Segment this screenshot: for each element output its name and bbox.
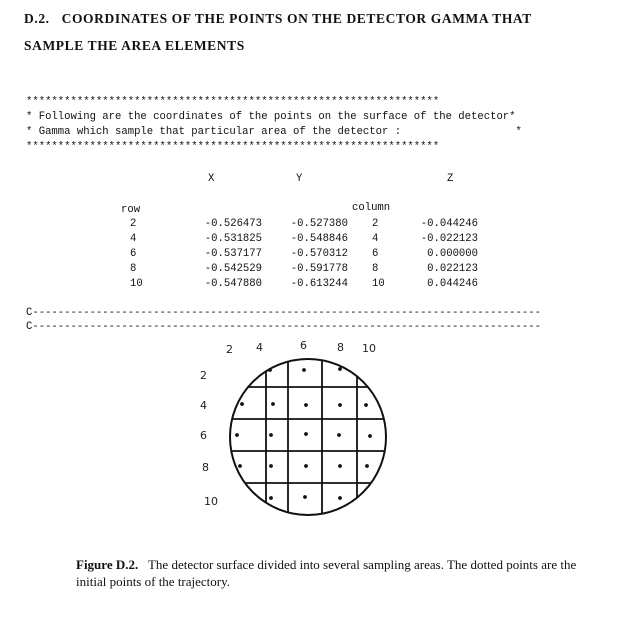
caption-text: The detector surface divided into several sampling areas. The dotted points are the initial points of the trajectory. <box>76 557 577 589</box>
cell-y: -0.527380 <box>290 218 348 230</box>
sampling-point <box>338 367 342 371</box>
column-label-2: 2 <box>226 343 233 356</box>
sampling-point <box>268 368 272 372</box>
sampling-point <box>304 403 308 407</box>
cell-z: -0.044246 <box>420 218 478 230</box>
cell-y: -0.591778 <box>290 263 348 275</box>
column-label-6: 6 <box>300 339 307 352</box>
row-label-6: 6 <box>200 429 207 442</box>
cell-z: 0.022123 <box>427 263 478 275</box>
figure-caption <box>76 557 596 590</box>
sampling-point <box>338 464 342 468</box>
banner-border-top: ***************************************************************** <box>26 96 440 108</box>
cell-row: 2 <box>130 218 137 230</box>
cell-z: 0.044246 <box>427 278 478 290</box>
sampling-point <box>304 432 308 436</box>
row-labels <box>200 369 218 508</box>
sampling-point <box>269 433 273 437</box>
cell-row: 6 <box>130 248 137 260</box>
cell-x: -0.537177 <box>204 248 262 260</box>
cell-x: -0.526473 <box>204 218 262 230</box>
row-label-4: 4 <box>200 399 207 412</box>
header-z: Z <box>447 173 454 185</box>
sampling-point <box>304 464 308 468</box>
label-row: row <box>121 204 141 216</box>
cell-column: 4 <box>372 233 379 245</box>
row-label-10: 10 <box>204 495 218 508</box>
detector-figure <box>190 338 400 528</box>
sampling-point <box>271 402 275 406</box>
column-label-8: 8 <box>337 341 344 354</box>
column-label-4: 4 <box>256 341 263 354</box>
cell-column: 10 <box>372 278 385 290</box>
section-title-text-1: COORDINATES OF THE POINTS ON THE DETECTOR GAMMA THAT <box>61 11 532 26</box>
sampling-point <box>338 496 342 500</box>
cell-column: 6 <box>372 248 379 260</box>
detector-outline <box>230 359 386 515</box>
cell-column: 8 <box>372 263 379 275</box>
comment-line-1: C-------------------------------------------------------------------------------- <box>26 307 541 319</box>
banner-line-2: * Gamma which sample that particular area of the detector : * <box>26 126 522 138</box>
sampling-point <box>337 433 341 437</box>
sampling-point <box>235 433 239 437</box>
cell-row: 4 <box>130 233 137 245</box>
row-label-2: 2 <box>200 369 207 382</box>
cell-z: -0.022123 <box>420 233 478 245</box>
cell-y: -0.548846 <box>290 233 348 245</box>
code-banner <box>26 95 522 155</box>
cell-z: 0.000000 <box>427 248 478 260</box>
row-label-8: 8 <box>202 461 209 474</box>
column-labels <box>226 339 376 356</box>
cell-y: -0.613244 <box>290 278 348 290</box>
cell-column: 2 <box>372 218 379 230</box>
header-x: X <box>208 173 215 185</box>
sampling-point <box>269 464 273 468</box>
comment-line-2: C-------------------------------------------------------------------------------- <box>26 321 541 333</box>
cell-x: -0.547880 <box>204 278 262 290</box>
header-y: Y <box>296 173 303 185</box>
column-label-10: 10 <box>362 342 376 355</box>
sampling-point <box>368 434 372 438</box>
sampling-point <box>240 402 244 406</box>
banner-line-1: * Following are the coordinates of the points on the surface of the detector* <box>26 111 516 123</box>
sampling-point <box>365 464 369 468</box>
section-number: D.2. <box>24 11 50 26</box>
sampling-point <box>238 464 242 468</box>
grid-lines <box>220 338 400 528</box>
sampling-point <box>364 403 368 407</box>
cell-x: -0.542529 <box>204 263 262 275</box>
cell-y: -0.570312 <box>290 248 348 260</box>
caption-label: Figure D.2. <box>76 557 139 572</box>
section-title-line-2: SAMPLE THE AREA ELEMENTS <box>24 38 245 53</box>
sampling-point <box>338 403 342 407</box>
cell-row: 10 <box>130 278 143 290</box>
cell-row: 8 <box>130 263 137 275</box>
label-column: column <box>352 202 391 214</box>
section-title-line-1 <box>24 11 532 27</box>
cell-x: -0.531825 <box>204 233 262 245</box>
sampling-point <box>269 496 273 500</box>
banner-border-bottom: ***************************************************************** <box>26 141 440 153</box>
sampling-point <box>302 368 306 372</box>
sampling-point <box>303 495 307 499</box>
